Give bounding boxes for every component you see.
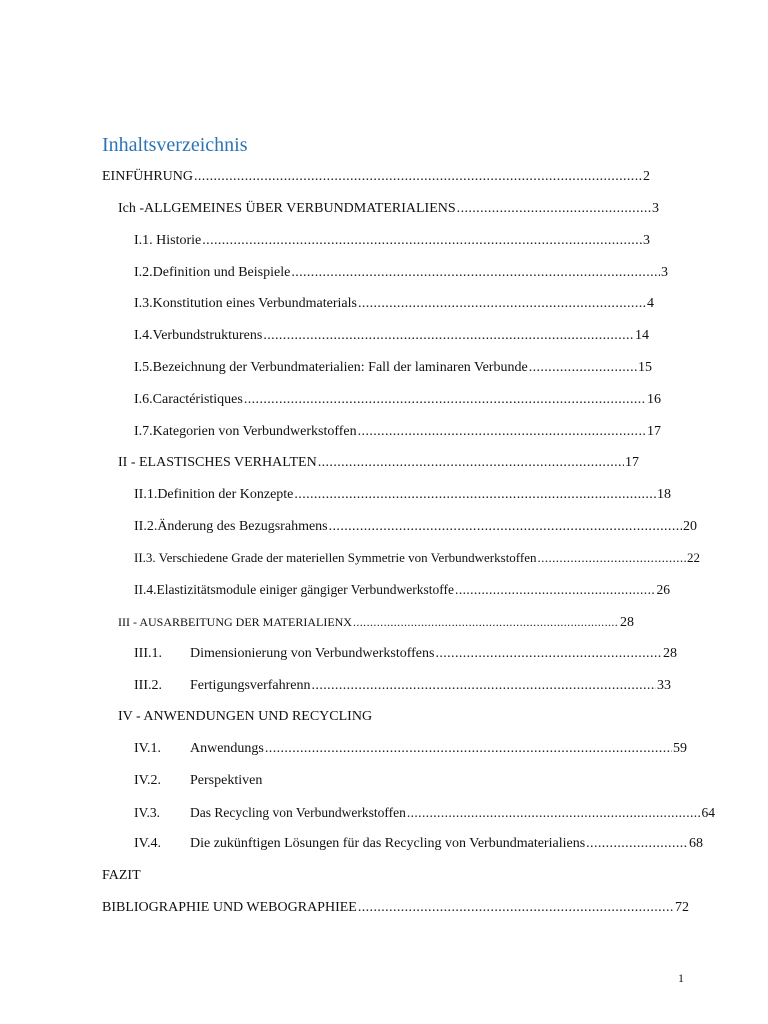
toc-entry-label: FAZIT [102,868,141,883]
toc-entry-number: IV.4. [134,836,161,851]
dot-leader [586,834,688,854]
toc-entry-label: II.3. Verschiedene Grade der materiellen Symmetrie von Verbundwerkstoffen [134,550,537,565]
toc-entry-page: 64 [701,805,715,820]
toc-entry-page: 22 [687,550,700,565]
toc-entry-chapter-2[interactable] [118,453,639,473]
toc-entry-page: 3 [661,265,668,280]
dot-leader [265,739,672,759]
toc-entry-label: I.2.Definition und Beispiele [134,265,291,280]
toc-entry-chapter-4[interactable] [118,707,418,727]
toc-entry-ii-3[interactable] [134,548,700,568]
dot-leader [358,422,646,442]
toc-entry-label: II.1.Definition der Konzepte [134,487,294,502]
toc-entry-label: I.4.Verbundstrukturens [134,328,263,343]
toc-entry-label: Dimensionierung von Verbundwerkstoffens [190,646,435,661]
toc-entry-page: 14 [635,328,649,343]
toc-entry-label: II.4.Elastizitätsmodule einiger gängiger Verbundwerkstoffe [134,582,455,597]
toc-entry-page: 3 [652,201,659,216]
dot-leader [407,803,701,823]
toc-entry-ii-1[interactable] [134,485,671,505]
toc-entry-label: Die zukünftigen Lösungen für das Recycling von Verbundmaterialiens [190,836,586,851]
toc-entry-label: II - ELASTISCHES VERHALTEN [118,455,317,470]
toc-entry-number: III.2. [134,678,162,693]
toc-entry-page: 68 [689,836,703,851]
toc-entry-label: I.1. Historie [134,233,202,248]
toc-entry-page: 28 [620,615,634,630]
toc-entry-label: ALLGEMEINES ÜBER VERBUNDMATERIALIENS [144,201,456,216]
toc-entry-number: III.1. [134,646,162,661]
dot-leader [244,390,646,410]
toc-entry-page: 16 [647,392,661,407]
toc-entry-label: EINFÜHRUNG [102,169,193,184]
toc-entry-i-5[interactable] [134,358,652,378]
toc-entry-label: BIBLIOGRAPHIE UND WEBOGRAPHIEE [102,900,357,915]
toc-entry-number: Ich - [118,201,145,216]
toc-entry-page: 26 [656,582,670,597]
dot-leader [312,676,656,696]
dot-leader [194,167,642,187]
dot-leader [538,548,686,568]
toc-entry-page: 17 [647,424,661,439]
toc-entry-label: III - AUSARBEITUNG DER MATERIALIENX [118,615,352,629]
toc-entry-iv-3[interactable] [134,803,715,823]
toc-entry-iii-1[interactable] [134,644,677,664]
toc-entry-label: II.2.Änderung des Bezugsrahmens [134,519,328,534]
dot-leader [353,612,619,632]
toc-entry-label: Anwendungs [190,741,264,756]
toc-entry-page: 18 [657,487,671,502]
toc-entry-i-1[interactable] [134,231,650,251]
dot-leader [529,358,637,378]
toc-entry-page: 33 [657,678,671,693]
toc-entry-ii-2[interactable] [134,517,697,537]
toc-entry-page: 2 [643,169,650,184]
toc-title: Inhaltsverzeichnis [102,134,248,156]
toc-entry-page: 28 [663,646,677,661]
toc-entry-i-2[interactable] [134,263,668,283]
toc-entry-label: I.3.Konstitution eines Verbundmaterials [134,296,357,311]
dot-leader [263,326,634,346]
toc-entry-label: Das Recycling von Verbundwerkstoffen [190,805,406,820]
dot-leader [291,263,660,283]
toc-entry-iv-2[interactable] [134,771,434,791]
page-number: 1 [678,971,684,985]
toc-entry-label: I.5.Bezeichnung der Verbundmaterialien: Fall der laminaren Verbunde [134,360,528,375]
toc-entry-label: I.7.Kategorien von Verbundwerkstoffen [134,424,357,439]
toc-entry-i-4[interactable] [134,326,649,346]
toc-entry-page: 59 [673,741,687,756]
toc-entry-i-7[interactable] [134,422,661,442]
dot-leader [457,199,651,219]
dot-leader [358,294,646,314]
toc-entry-label: I.6.Caractéristiques [134,392,243,407]
toc-entry-fazit[interactable] [102,866,302,886]
toc-entry-label: Perspektiven [190,773,263,788]
toc-entry-chapter-3[interactable] [118,612,634,632]
toc-entry-number: IV.3. [134,805,161,820]
toc-entry-page: 17 [625,455,639,470]
toc-entry-label: Fertigungsverfahrenn [190,678,311,693]
dot-leader [202,231,642,251]
toc-entry-i-3[interactable] [134,294,654,314]
toc-entry-ii-4[interactable] [134,580,670,600]
toc-entry-iv-4[interactable] [134,834,703,854]
toc-entry-i-6[interactable] [134,390,661,410]
toc-entry-number: IV.1. [134,741,161,756]
toc-entry-number: IV.2. [134,773,161,788]
dot-leader [318,453,624,473]
toc-entry-page: 3 [643,233,650,248]
dot-leader [435,644,662,664]
dot-leader [455,580,655,600]
toc-entry-iii-2[interactable] [134,676,671,696]
toc-entry-page: 72 [675,900,689,915]
toc-entry-chapter-1[interactable] [118,199,659,219]
toc-entry-bibliographie[interactable] [102,898,689,918]
dot-leader [294,485,656,505]
dot-leader [329,517,682,537]
dot-leader [358,898,674,918]
toc-entry-page: 15 [638,360,652,375]
toc-entry-page: 4 [647,296,654,311]
toc-entry-iv-1[interactable] [134,739,687,759]
toc-entry-einfuehrung[interactable] [102,167,650,187]
toc-entry-page: 20 [683,519,697,534]
toc-entry-label: IV - ANWENDUNGEN UND RECYCLING [118,709,373,724]
